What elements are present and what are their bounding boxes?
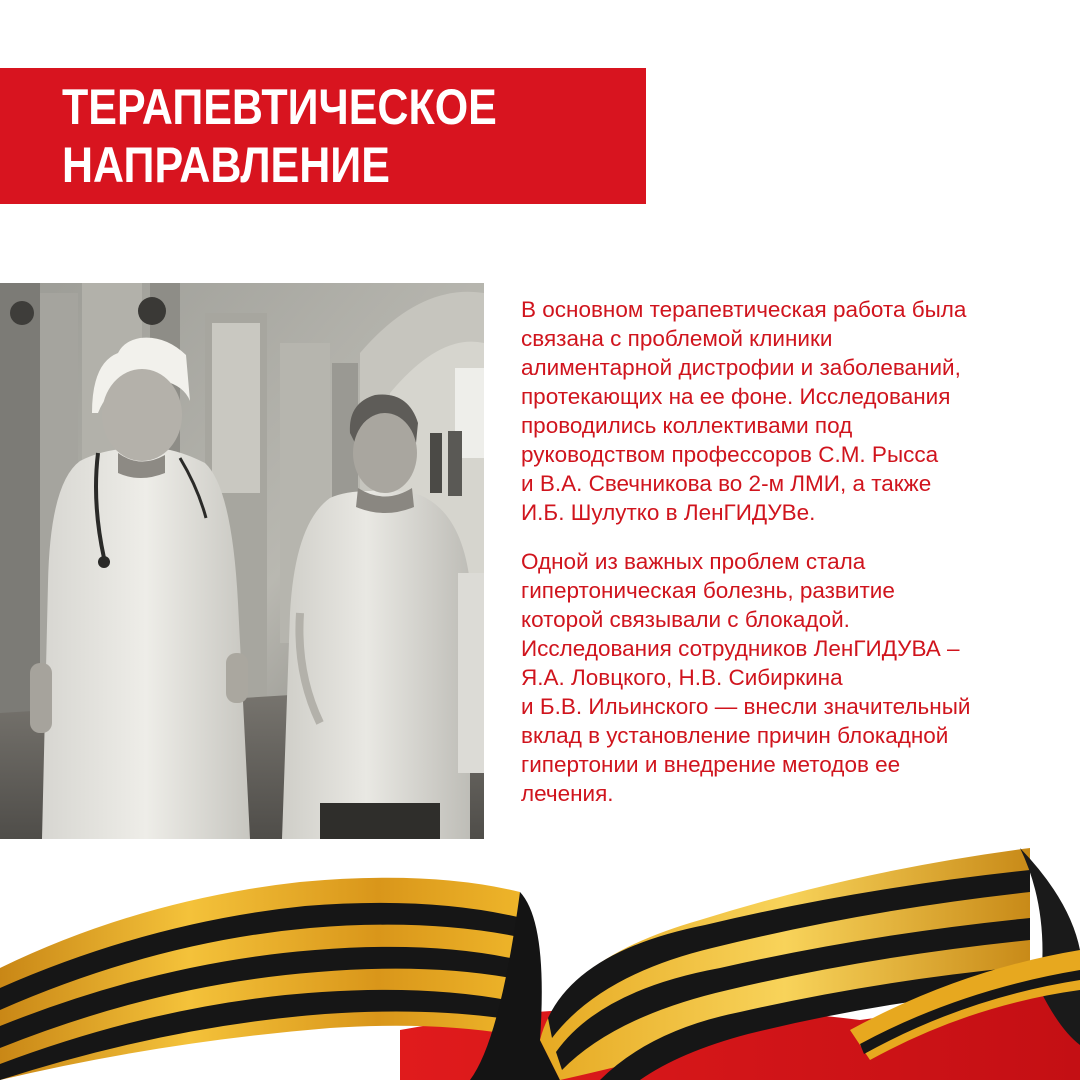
page-title-line-1: ТЕРАПЕВТИЧЕСКОЕ bbox=[62, 79, 497, 135]
paragraph-2-line: вклад в установление причин блокадной bbox=[521, 723, 949, 748]
paragraph-2-line: Одной из важных проблем стала bbox=[521, 549, 866, 574]
paragraph-1-line: руководством профессоров С.М. Рысса bbox=[521, 442, 939, 467]
paragraph-1 bbox=[521, 295, 1061, 527]
body-text bbox=[521, 295, 1061, 808]
page-title-line-2: НАПРАВЛЕНИЕ bbox=[62, 137, 390, 193]
paragraph-1-line: В основном терапевтическая работа была bbox=[521, 297, 967, 322]
paragraph-1-line: И.Б. Шулутко в ЛенГИДУВе. bbox=[521, 500, 816, 525]
paragraph-2-line: лечения. bbox=[521, 781, 614, 806]
paragraph-2-line: которой связывали с блокадой. bbox=[521, 607, 850, 632]
page-title bbox=[62, 78, 497, 194]
paragraph-1-line: проводились коллективами под bbox=[521, 413, 853, 438]
photo-illustration bbox=[0, 283, 484, 839]
paragraph-2-line: Исследования сотрудников ЛенГИДУВА – bbox=[521, 636, 960, 661]
st-george-ribbon-decoration bbox=[0, 830, 1080, 1080]
archival-photo-two-doctors bbox=[0, 283, 484, 839]
paragraph-2-line: Я.А. Ловцкого, Н.В. Сибиркина bbox=[521, 665, 843, 690]
paragraph-1-line: алиментарной дистрофии и заболеваний, bbox=[521, 355, 961, 380]
paragraph-2 bbox=[521, 547, 1061, 808]
ribbon-illustration bbox=[0, 830, 1080, 1080]
paragraph-2-line: гипертоническая болезнь, развитие bbox=[521, 578, 895, 603]
paragraph-1-line: и В.А. Свечникова во 2-м ЛМИ, а также bbox=[521, 471, 932, 496]
paragraph-2-line: гипертонии и внедрение методов ее bbox=[521, 752, 901, 777]
paragraph-1-line: связана с проблемой клиники bbox=[521, 326, 833, 351]
paragraph-2-line: и Б.В. Ильинского — внесли значительный bbox=[521, 694, 971, 719]
paragraph-1-line: протекающих на ее фоне. Исследования bbox=[521, 384, 951, 409]
